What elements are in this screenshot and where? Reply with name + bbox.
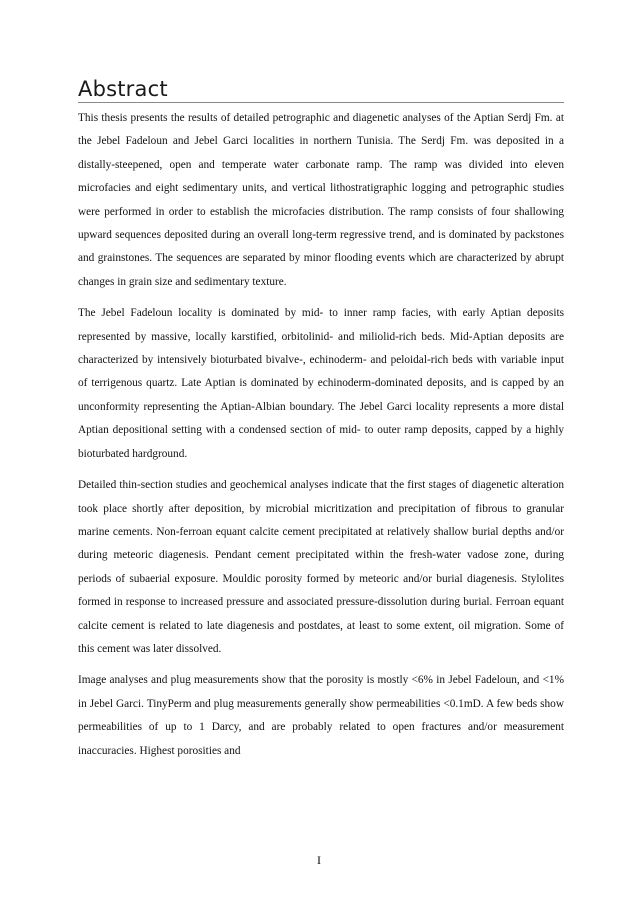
abstract-body [78, 107, 564, 771]
paragraph-2: The Jebel Fadeloun locality is dominated by mid- to inner ramp facies, with early Aptian deposits represented by massive, locally karstified, orbitolinid- and miliolid-rich beds. Mid-Aptian deposits are characterized by intensively bioturbated bivalve-, echinoderm- and peloidal-rich beds with variable input of terrigenous quartz. Late Aptian is dominated by echinoderm-dominated deposits, and is capped by an unconformity representing the Aptian-Albian boundary. The Jebel Garci locality represents a more distal Aptian depositional setting with a condensed section of mid- to outer ramp deposits, capped by a highly bioturbated hardground. [78, 307, 564, 460]
page-number: I [317, 853, 321, 867]
paragraph-1: This thesis presents the results of detailed petrographic and diagenetic analyses of the Aptian Serdj Fm. at the Jebel Fadeloun and Jebel Garci localities in northern Tunisia. The Serdj Fm. was deposited in a distally-steepened, open and temperate water carbonate ramp. The ramp was divided into eleven microfacies and eight sedimentary units, and vertical lithostratigraphic logging and petrographic studies were performed in order to establish the microfacies distribution. The ramp consists of four shallowing upward sequences deposited during an overall long-term regressive trend, and is dominated by packstones and grainstones. The sequences are separated by minor flooding events which are characterized by abrupt changes in grain size and sedimentary texture. [78, 112, 564, 288]
abstract-heading: Abstract [78, 77, 168, 101]
paragraph-4: Image analyses and plug measurements show that the porosity is mostly <6% in Jebel Fadeloun, and <1% in Jebel Garci. TinyPerm and plug measurements generally show permeabilities <0.1mD. A few beds show permeabilities of up to 1 Darcy, and are probably related to open fractures and/or measurement inaccuracies. Highest porosities and [78, 674, 564, 757]
paragraph-3: Detailed thin-section studies and geochemical analyses indicate that the first stages of diagenetic alteration took place shortly after deposition, by microbial micritization and precipitation of fibrous to granular marine cements. Non-ferroan equant calcite cement precipitated at relatively shallow burial depths and/or during meteoric diagenesis. Pendant cement precipitated within the fresh-water vadose zone, during periods of subaerial exposure. Mouldic porosity formed by meteoric and/or burial diagenesis. Stylolites formed in response to increased pressure and associated pressure-dissolution during burial. Ferroan equant calcite cement is related to late diagenesis and postdates, at least to some extent, oil migration. Some of this cement was later dissolved. [78, 479, 564, 655]
heading-divider [78, 102, 564, 103]
